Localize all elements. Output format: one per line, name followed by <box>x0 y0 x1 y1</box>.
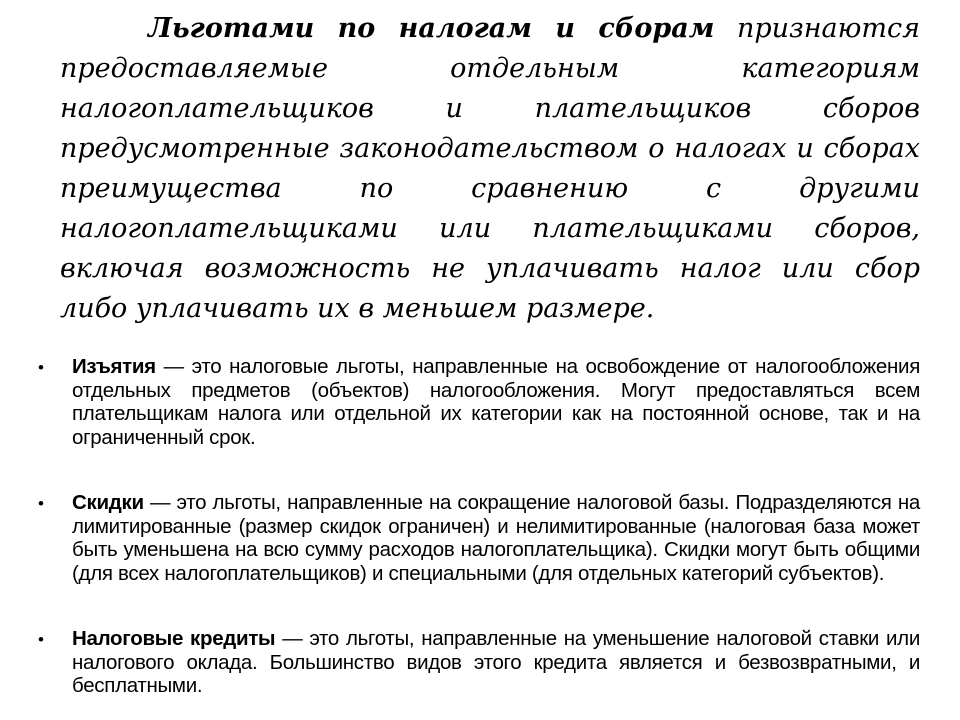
bullet-item-skidki <box>38 491 920 585</box>
bullet-list <box>38 355 920 698</box>
bullet-term: Изъятия <box>72 355 156 378</box>
bullet-icon: • <box>38 358 44 377</box>
bullet-text: — это льготы, направленные на уменьшение налоговой ставки или налогового оклада. Большинство видов этого кредита является и безвозвратными, и бесплатными. <box>72 627 920 697</box>
bullet-item-izyatiya <box>38 355 920 449</box>
bullet-term: Скидки <box>72 491 144 514</box>
bullet-text: — это налоговые льготы, направленные на освобождение от налогообложения отдельных предметов (объектов) налогообложения. Могут предоставляться всем плательщикам налога или отдельной их категории как на постоянной основе, так и на ограниченный срок. <box>72 355 920 449</box>
bullet-icon: • <box>38 630 44 649</box>
intro-paragraph <box>0 0 960 329</box>
intro-lead-term: Льготами по налогам и сборам <box>148 13 715 44</box>
intro-body-text: признаются предоставляемые отдельным категориям налогоплательщиков и плательщиков сборов предусмотренные законодательством о налогах и сборах преимущества по сравнению с другими налогоплательщиками или плательщиками сборов, включая возможность не уплачивать налог или сбор либо уплачивать их в меньшем размере. <box>60 13 921 324</box>
bullet-text: — это льготы, направленные на сокращение налоговой базы. Подразделяются на лимитированные (размер скидок ограничен) и нелимитированные (налоговая база может быть уменьшена на всю сумму расходов налогоплательщика). Скидки могут быть общими (для всех налогоплательщиков) и специальными (для отдельных категорий субъектов). <box>72 491 920 585</box>
bullet-item-nalogovye-kredity <box>38 627 920 698</box>
bullet-term: Налоговые кредиты <box>72 627 276 650</box>
bullet-icon: • <box>38 494 44 513</box>
